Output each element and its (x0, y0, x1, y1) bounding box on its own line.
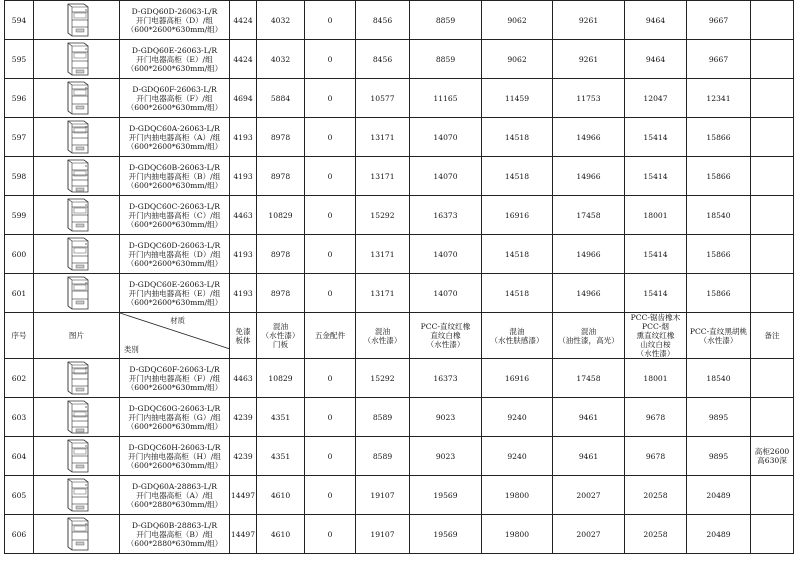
price-oilpaint: 17458 (553, 359, 625, 398)
price-waterpaint: 8456 (356, 40, 410, 79)
cabinet-icon (54, 158, 100, 194)
row-number: 598 (5, 157, 34, 196)
price-board: 4193 (230, 274, 257, 313)
price-board: 4239 (230, 398, 257, 437)
price-pcc-oak: 16373 (410, 359, 482, 398)
price-hardware: 0 (305, 235, 356, 274)
price-hardware: 0 (305, 437, 356, 476)
price-board: 14497 (230, 515, 257, 554)
table-row (5, 476, 794, 515)
price-oilpaint: 9261 (553, 40, 625, 79)
header-col-pcc-oak: PCC-直纹红橡 直纹白橡 （水性漆） (410, 313, 482, 359)
row-note (751, 274, 794, 313)
price-board: 4193 (230, 235, 257, 274)
product-model: D-GDQ60E-26063-L/R 开门电器高柜（E）/组 （600*2600*630mm/组） (120, 40, 230, 79)
price-oilpaint: 17458 (553, 196, 625, 235)
price-pcc-oak: 9023 (410, 437, 482, 476)
price-door: 10829 (257, 359, 305, 398)
price-pcc-oak: 14070 (410, 274, 482, 313)
cabinet-icon (54, 477, 100, 513)
product-image (34, 235, 120, 274)
product-model: D-GDQC60C-26063-L/R 开门内抽电器高柜（C）/组 （600*2600*630mm/组） (120, 196, 230, 235)
product-model: D-GDQ60B-28863-L/R 开门电器高柜（B）/组 （600*2880*630mm/组） (120, 515, 230, 554)
price-skinfeel: 14518 (482, 274, 553, 313)
product-image (34, 118, 120, 157)
price-pcc-oak: 16373 (410, 196, 482, 235)
table-row (5, 40, 794, 79)
price-pcc-sawtooth: 15414 (625, 118, 687, 157)
row-number: 602 (5, 359, 34, 398)
price-door: 8978 (257, 118, 305, 157)
row-number: 599 (5, 196, 34, 235)
product-image (34, 1, 120, 40)
product-image (34, 437, 120, 476)
cabinet-icon (54, 80, 100, 116)
product-model: D-GDQC60A-26063-L/R 开门内抽电器高柜（A）/组 （600*2600*630mm/组） (120, 118, 230, 157)
price-pcc-walnut: 15866 (687, 157, 751, 196)
price-pcc-oak: 19569 (410, 515, 482, 554)
price-board: 4463 (230, 196, 257, 235)
header-col-door: 混油 （水性漆） 门板 (257, 313, 305, 359)
price-pcc-sawtooth: 20258 (625, 515, 687, 554)
price-waterpaint: 15292 (356, 359, 410, 398)
product-model: D-GDQC60H-26063-L/R 开门内抽电器高柜（H）/组 （600*2600*630mm/组） (120, 437, 230, 476)
price-pcc-sawtooth: 15414 (625, 235, 687, 274)
price-pcc-sawtooth: 20258 (625, 476, 687, 515)
header-material-category (120, 313, 230, 359)
row-note (751, 235, 794, 274)
product-model: D-GDQC60F-26063-L/R 开门内抽电器高柜（F）/组 （600*2600*630mm/组） (120, 359, 230, 398)
price-pcc-sawtooth: 9678 (625, 437, 687, 476)
price-pcc-oak: 19569 (410, 476, 482, 515)
table-row (5, 274, 794, 313)
price-pcc-oak: 14070 (410, 118, 482, 157)
row-note (751, 1, 794, 40)
price-pcc-walnut: 9895 (687, 398, 751, 437)
price-pcc-sawtooth: 12047 (625, 79, 687, 118)
cabinet-icon (54, 2, 100, 38)
header-seq: 序号 (5, 313, 34, 359)
product-model: D-GDQC60D-26063-L/R 开门内抽电器高柜（D）/组 （600*2600*630mm/组） (120, 235, 230, 274)
price-pcc-walnut: 9667 (687, 1, 751, 40)
table-row (5, 235, 794, 274)
price-pcc-walnut: 9895 (687, 437, 751, 476)
price-door: 4610 (257, 515, 305, 554)
price-oilpaint: 11753 (553, 79, 625, 118)
price-oilpaint: 9261 (553, 1, 625, 40)
product-image (34, 515, 120, 554)
price-board: 4424 (230, 40, 257, 79)
price-waterpaint: 13171 (356, 157, 410, 196)
price-oilpaint: 20027 (553, 476, 625, 515)
price-hardware: 0 (305, 398, 356, 437)
price-board: 4463 (230, 359, 257, 398)
row-note (751, 359, 794, 398)
price-door: 4032 (257, 1, 305, 40)
product-image (34, 274, 120, 313)
price-waterpaint: 13171 (356, 118, 410, 157)
table-row (5, 79, 794, 118)
price-hardware: 0 (305, 157, 356, 196)
price-table (4, 0, 794, 554)
cabinet-icon (54, 119, 100, 155)
price-hardware: 0 (305, 40, 356, 79)
price-pcc-walnut: 12341 (687, 79, 751, 118)
price-pcc-oak: 14070 (410, 157, 482, 196)
price-pcc-sawtooth: 9464 (625, 40, 687, 79)
price-door: 4032 (257, 40, 305, 79)
price-skinfeel: 19800 (482, 515, 553, 554)
header-col-board: 免漆 板体 (230, 313, 257, 359)
table-row (5, 1, 794, 40)
product-image (34, 157, 120, 196)
cabinet-icon (54, 275, 100, 311)
price-pcc-walnut: 18540 (687, 196, 751, 235)
price-skinfeel: 19800 (482, 476, 553, 515)
header-pic: 图片 (34, 313, 120, 359)
price-skinfeel: 14518 (482, 118, 553, 157)
cabinet-icon (54, 399, 100, 435)
product-model: D-GDQC60B-26063-L/R 开门内抽电器高柜（B）/组 （600*2600*630mm/组） (120, 157, 230, 196)
price-skinfeel: 9240 (482, 437, 553, 476)
product-image (34, 398, 120, 437)
price-skinfeel: 16916 (482, 196, 553, 235)
header-col-notes: 备注 (751, 313, 794, 359)
price-skinfeel: 16916 (482, 359, 553, 398)
price-pcc-sawtooth: 9464 (625, 1, 687, 40)
row-note (751, 118, 794, 157)
product-model: D-GDQC60G-26063-L/R 开门内抽电器高柜（G）/组 （600*2600*630mm/组） (120, 398, 230, 437)
row-number: 597 (5, 118, 34, 157)
row-number: 594 (5, 1, 34, 40)
price-pcc-oak: 8859 (410, 1, 482, 40)
product-model: D-GDQ60F-26063-L/R 开门电器高柜（F）/组 （600*2600*630mm/组） (120, 79, 230, 118)
price-door: 8978 (257, 235, 305, 274)
product-image (34, 196, 120, 235)
price-pcc-walnut: 18540 (687, 359, 751, 398)
price-waterpaint: 19107 (356, 515, 410, 554)
price-skinfeel: 14518 (482, 235, 553, 274)
price-hardware: 0 (305, 196, 356, 235)
price-waterpaint: 15292 (356, 196, 410, 235)
row-note (751, 40, 794, 79)
row-note (751, 476, 794, 515)
price-pcc-walnut: 15866 (687, 235, 751, 274)
price-oilpaint: 14966 (553, 157, 625, 196)
table-row (5, 118, 794, 157)
price-pcc-walnut: 15866 (687, 118, 751, 157)
price-skinfeel: 14518 (482, 157, 553, 196)
price-skinfeel: 9240 (482, 398, 553, 437)
table-row (5, 157, 794, 196)
cabinet-icon (54, 236, 100, 272)
price-board: 4239 (230, 437, 257, 476)
cabinet-icon (54, 360, 100, 396)
price-waterpaint: 13171 (356, 274, 410, 313)
price-skinfeel: 9062 (482, 1, 553, 40)
row-note (751, 196, 794, 235)
price-board: 4193 (230, 118, 257, 157)
product-image (34, 79, 120, 118)
table-row (5, 515, 794, 554)
row-number: 596 (5, 79, 34, 118)
product-image (34, 476, 120, 515)
price-pcc-sawtooth: 18001 (625, 196, 687, 235)
price-board: 4193 (230, 157, 257, 196)
cabinet-icon (54, 41, 100, 77)
row-number: 600 (5, 235, 34, 274)
price-board: 4424 (230, 1, 257, 40)
price-board: 4694 (230, 79, 257, 118)
price-oilpaint: 14966 (553, 118, 625, 157)
row-note (751, 398, 794, 437)
price-waterpaint: 8589 (356, 398, 410, 437)
row-note (751, 157, 794, 196)
price-door: 8978 (257, 157, 305, 196)
price-waterpaint: 10577 (356, 79, 410, 118)
price-pcc-sawtooth: 18001 (625, 359, 687, 398)
price-pcc-walnut: 20489 (687, 476, 751, 515)
header-col-skinfeel: 混油 （水性肤感漆） (482, 313, 553, 359)
price-skinfeel: 11459 (482, 79, 553, 118)
price-hardware: 0 (305, 79, 356, 118)
price-hardware: 0 (305, 359, 356, 398)
price-pcc-sawtooth: 15414 (625, 274, 687, 313)
price-pcc-oak: 11165 (410, 79, 482, 118)
price-skinfeel: 9062 (482, 40, 553, 79)
cabinet-icon (54, 197, 100, 233)
row-number: 595 (5, 40, 34, 79)
price-pcc-sawtooth: 9678 (625, 398, 687, 437)
price-pcc-oak: 14070 (410, 235, 482, 274)
row-number: 605 (5, 476, 34, 515)
header-category: 类別 (124, 345, 139, 354)
price-pcc-oak: 9023 (410, 398, 482, 437)
price-pcc-oak: 8859 (410, 40, 482, 79)
table-row (5, 437, 794, 476)
price-hardware: 0 (305, 515, 356, 554)
cabinet-icon (54, 438, 100, 474)
price-pcc-sawtooth: 15414 (625, 157, 687, 196)
price-door: 5884 (257, 79, 305, 118)
price-hardware: 0 (305, 1, 356, 40)
price-pcc-walnut: 9667 (687, 40, 751, 79)
cabinet-icon (54, 516, 100, 552)
price-waterpaint: 8456 (356, 1, 410, 40)
price-board: 14497 (230, 476, 257, 515)
price-hardware: 0 (305, 274, 356, 313)
price-oilpaint: 14966 (553, 235, 625, 274)
price-door: 4610 (257, 476, 305, 515)
table-row (5, 359, 794, 398)
product-image (34, 40, 120, 79)
price-pcc-walnut: 20489 (687, 515, 751, 554)
product-model: D-GDQ60A-28863-L/R 开门电器高柜（A）/组 （600*2880*630mm/组） (120, 476, 230, 515)
row-number: 604 (5, 437, 34, 476)
price-oilpaint: 9461 (553, 398, 625, 437)
header-row (5, 313, 794, 359)
table-row (5, 196, 794, 235)
row-note (751, 515, 794, 554)
price-waterpaint: 8589 (356, 437, 410, 476)
header-col-hardware: 五金配件 (305, 313, 356, 359)
row-note: 高柜2600高630深 (751, 437, 794, 476)
header-col-pcc-sawtooth: PCC-锯齿橡木 PCC-烟 熏直纹红橡 山纹白桉 （水性漆） (625, 313, 687, 359)
row-note (751, 79, 794, 118)
row-number: 601 (5, 274, 34, 313)
price-pcc-walnut: 15866 (687, 274, 751, 313)
price-hardware: 0 (305, 118, 356, 157)
price-door: 8978 (257, 274, 305, 313)
header-col-oilpaint: 混油 （油性漆，高光） (553, 313, 625, 359)
product-model: D-GDQC60E-26063-L/R 开门内抽电器高柜（E）/组 （600*2600*630mm/组） (120, 274, 230, 313)
price-door: 10829 (257, 196, 305, 235)
price-door: 4351 (257, 398, 305, 437)
row-number: 606 (5, 515, 34, 554)
table-row (5, 398, 794, 437)
price-waterpaint: 13171 (356, 235, 410, 274)
product-image (34, 359, 120, 398)
price-hardware: 0 (305, 476, 356, 515)
price-door: 4351 (257, 437, 305, 476)
header-col-waterpaint: 混油 （水性漆） (356, 313, 410, 359)
header-material: 材质 (170, 316, 185, 325)
row-number: 603 (5, 398, 34, 437)
product-model: D-GDQ60D-26063-L/R 开门电器高柜（D）/组 （600*2600*630mm/组） (120, 1, 230, 40)
price-oilpaint: 14966 (553, 274, 625, 313)
price-oilpaint: 9461 (553, 437, 625, 476)
price-waterpaint: 19107 (356, 476, 410, 515)
header-col-pcc-walnut: PCC-直纹黑胡桃 （水性漆） (687, 313, 751, 359)
price-oilpaint: 20027 (553, 515, 625, 554)
